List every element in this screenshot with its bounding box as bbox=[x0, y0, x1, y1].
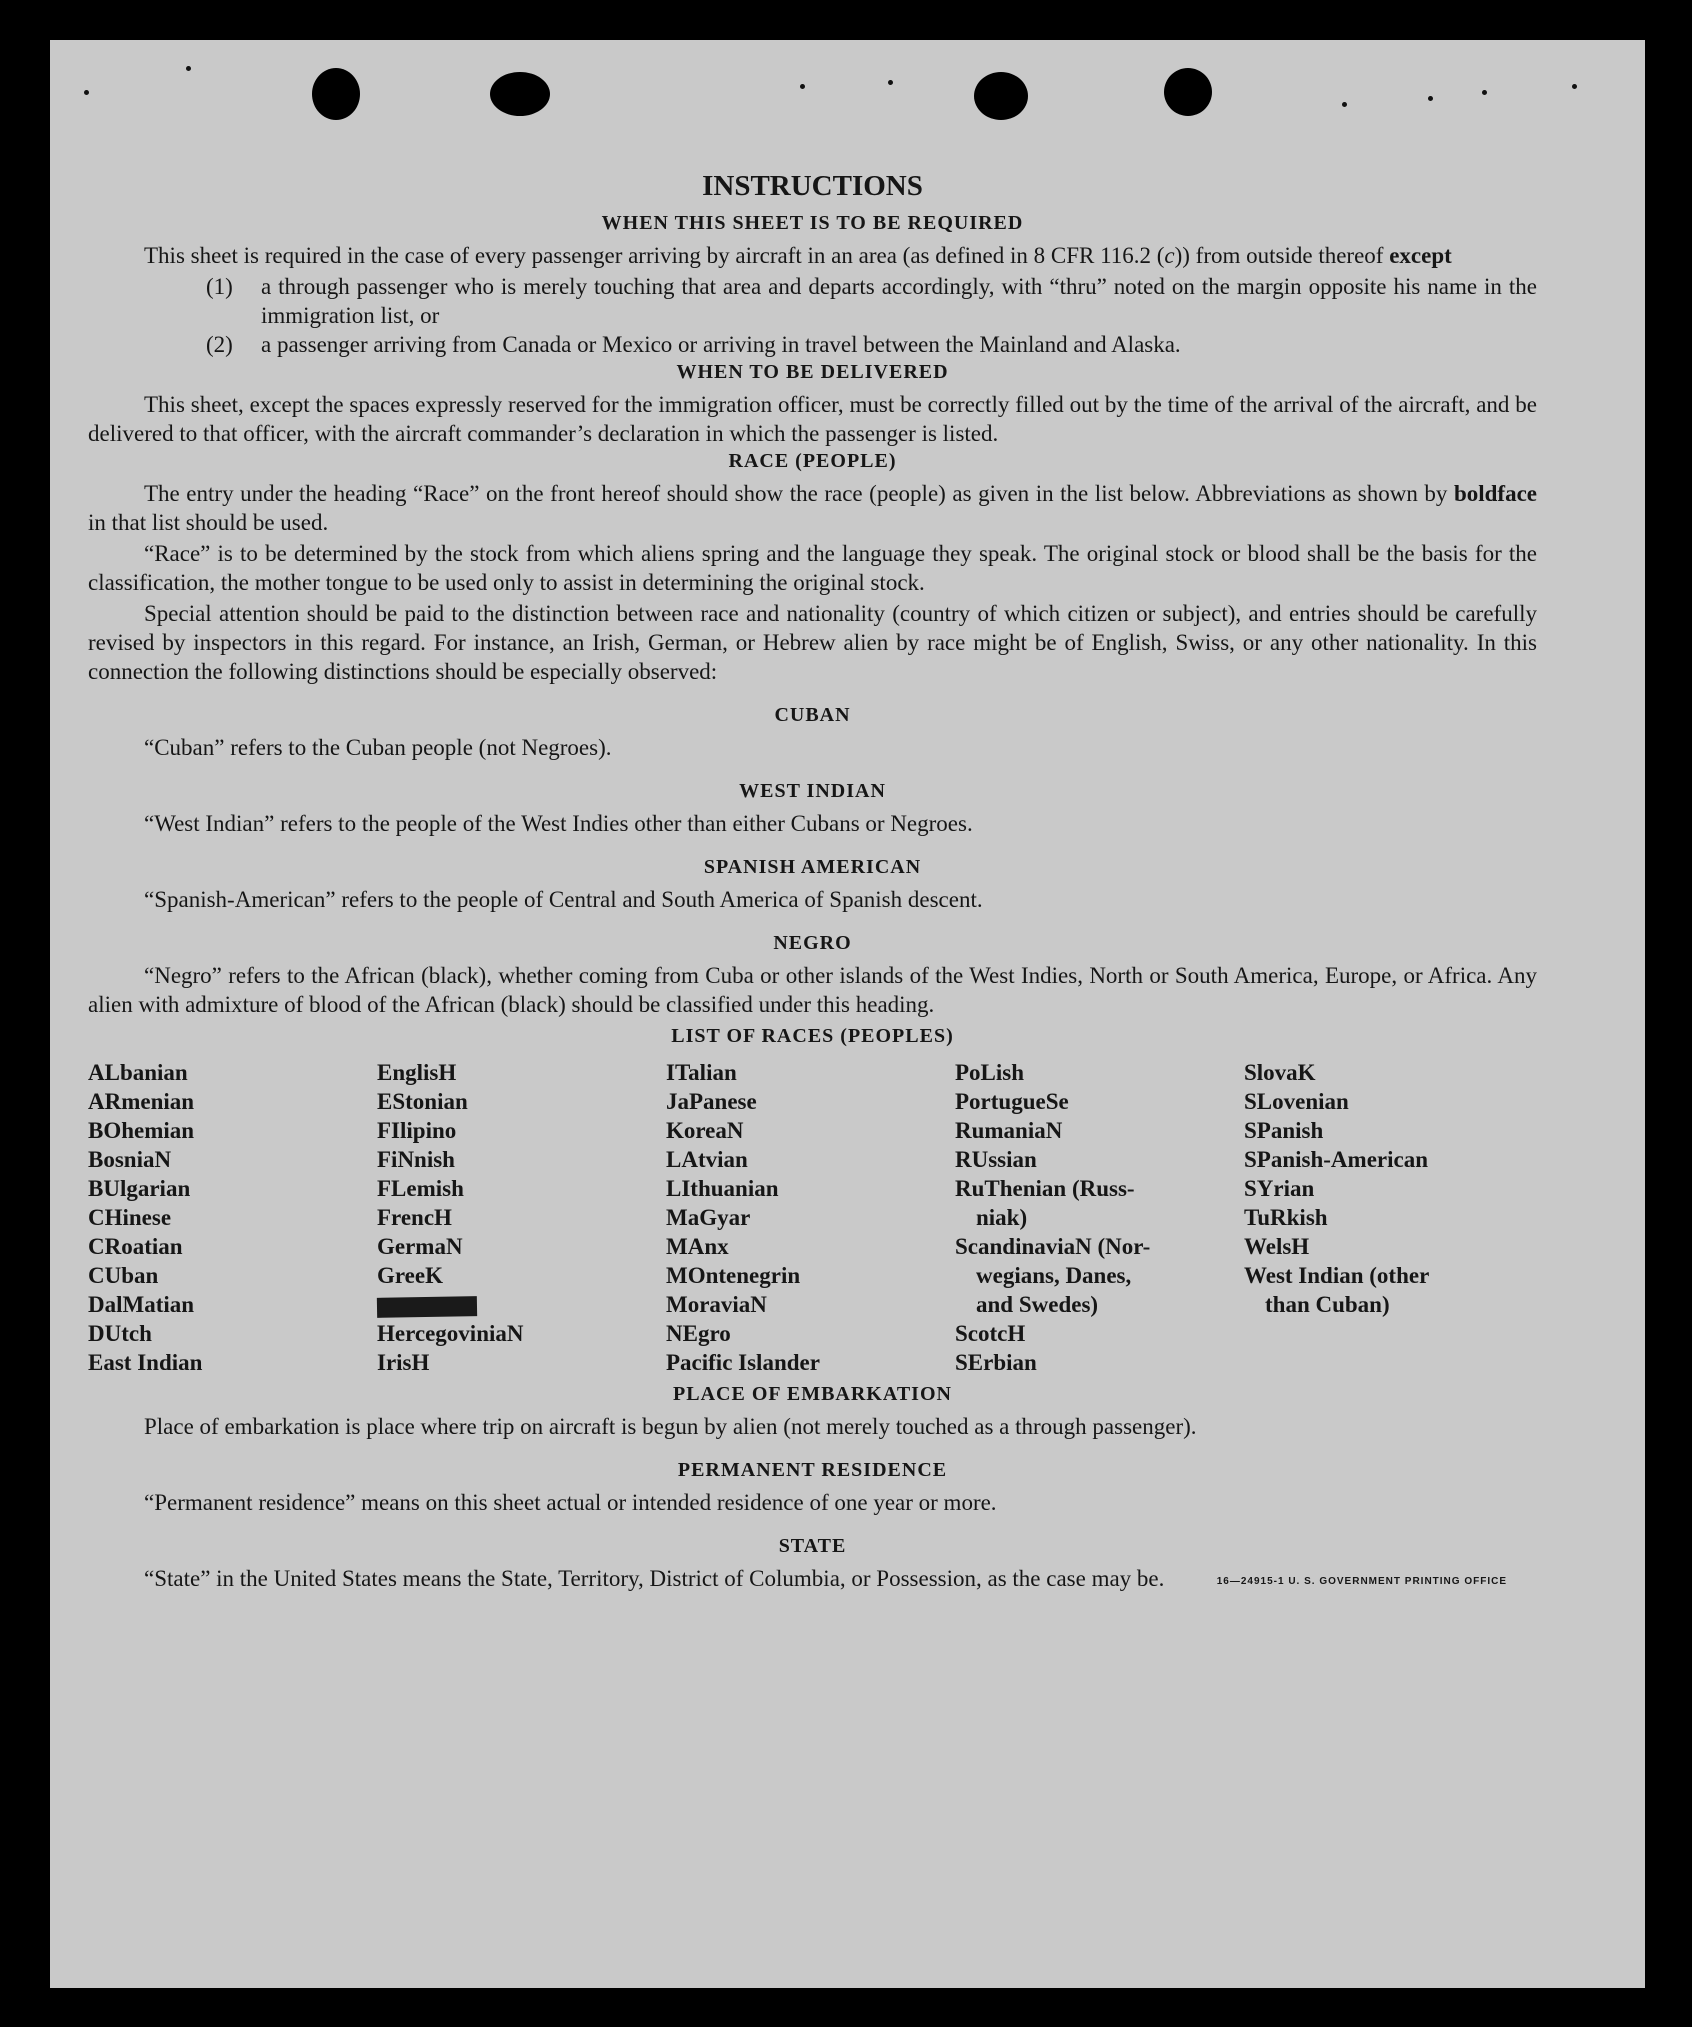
race-entry: KoreaN bbox=[666, 1118, 744, 1143]
race-entry: ITalian bbox=[666, 1060, 737, 1085]
race-entry: HercegoviniaN bbox=[377, 1321, 524, 1346]
punch-hole bbox=[1164, 68, 1212, 116]
speck bbox=[888, 80, 893, 85]
race-entry: wegians, Danes, bbox=[976, 1263, 1132, 1288]
race-entry: ALbanian bbox=[88, 1060, 188, 1085]
permanent-residence-text: “Permanent residence” means on this sheet actual or intended residence of one year or more. bbox=[144, 1490, 997, 1515]
race-entry: Pacific Islander bbox=[666, 1350, 820, 1375]
race-entry: FiNnish bbox=[377, 1147, 455, 1172]
spanish-american-text: “Spanish-American” refers to the people of Central and South America of Spanish descent. bbox=[144, 887, 983, 912]
heading-permanent-residence: PERMANENT RESIDENCE bbox=[677, 1459, 948, 1481]
race-entry: FIlipino bbox=[377, 1118, 457, 1143]
heading-cuban: CUBAN bbox=[774, 704, 851, 726]
race-entry: SLovenian bbox=[1244, 1089, 1349, 1114]
race-entry: LAtvian bbox=[666, 1147, 748, 1172]
race-entry: SlovaK bbox=[1244, 1060, 1316, 1085]
race-entry: niak) bbox=[976, 1205, 1028, 1230]
races-column bbox=[1244, 1058, 1533, 1377]
speck bbox=[800, 84, 805, 89]
when-delivered-text: This sheet, except the spaces expressly reserved for the immigration officer, must be correctly filled out by the time of the arrival of the aircraft, and be delivered to that officer, with the aircraft commander’s declaration in which the passenger is listed. bbox=[88, 392, 1537, 446]
exception-item: (1) a through passenger who is merely touching that area and departs accordingly, with “thru” noted on the margin opposite his name in the immigration list, or bbox=[206, 274, 1537, 328]
race-entry: JaPanese bbox=[666, 1089, 757, 1114]
races-table bbox=[88, 1058, 1537, 1377]
heading-negro: NEGRO bbox=[773, 932, 852, 954]
race-entry: BOhemian bbox=[88, 1118, 195, 1143]
negro-text: “Negro” refers to the African (black), whether coming from Cuba or other islands of the West Indies, North or South America, Europe, or Africa. Any alien with admixture of blood of the African (black) should be classified under this heading. bbox=[88, 963, 1537, 1017]
heading-place-of-embarkation: PLACE OF EMBARKATION bbox=[673, 1383, 952, 1405]
heading-state: STATE bbox=[778, 1535, 847, 1557]
redaction-mark bbox=[377, 1296, 477, 1318]
printer-imprint: 16—24915-1 U. S. GOVERNMENT PRINTING OFFICE bbox=[1216, 1576, 1507, 1587]
race-entry: LIthuanian bbox=[666, 1176, 779, 1201]
exception-item: (2) a passenger arriving from Canada or Mexico or arriving in travel between the Mainland and Alaska. bbox=[206, 332, 1181, 357]
race-entry: SPanish bbox=[1244, 1118, 1324, 1143]
race-entry: SPanish-American bbox=[1244, 1147, 1428, 1172]
west-indian-text: “West Indian” refers to the people of the West Indies other than either Cubans or Negroes. bbox=[144, 811, 973, 836]
race-entry: SYrian bbox=[1244, 1176, 1315, 1201]
race-entry: MAnx bbox=[666, 1234, 729, 1259]
race-entry: ScotcH bbox=[955, 1321, 1026, 1346]
speck bbox=[84, 90, 89, 95]
speck bbox=[1482, 90, 1487, 95]
race-entry: EnglisH bbox=[377, 1060, 457, 1085]
race-entry: BUlgarian bbox=[88, 1176, 191, 1201]
race-entry: DUtch bbox=[88, 1321, 152, 1346]
races-column bbox=[88, 1058, 377, 1377]
heading-when-delivered: WHEN TO BE DELIVERED bbox=[676, 361, 949, 383]
when-required-intro: This sheet is required in the case of every passenger arriving by aircraft in an area (as defined in 8 CFR 116.2 (c)) from outside thereof except bbox=[144, 243, 1452, 268]
race-entry: CUban bbox=[88, 1263, 159, 1288]
race-entry: BosniaN bbox=[88, 1147, 172, 1172]
race-entry: West Indian (other bbox=[1244, 1263, 1430, 1288]
race-entry: IrisH bbox=[377, 1350, 430, 1375]
races-column bbox=[955, 1058, 1244, 1377]
race-entry: ScandinaviaN (Nor- bbox=[955, 1234, 1151, 1259]
race-entry: PortugueSe bbox=[955, 1089, 1069, 1114]
instructions-content bbox=[88, 170, 1537, 1589]
race-entry: MOntenegrin bbox=[666, 1263, 801, 1288]
punch-hole bbox=[312, 68, 360, 120]
heading-race: RACE (PEOPLE) bbox=[728, 450, 897, 472]
race-entry: SErbian bbox=[955, 1350, 1037, 1375]
race-entry: MoraviaN bbox=[666, 1292, 767, 1317]
heading-when-required: WHEN THIS SHEET IS TO BE REQUIRED bbox=[601, 212, 1024, 234]
punch-hole bbox=[490, 72, 550, 116]
race-entry: GreeK bbox=[377, 1263, 443, 1288]
speck bbox=[1572, 84, 1577, 89]
race-entry: RUssian bbox=[955, 1147, 1037, 1172]
race-entry: than Cuban) bbox=[1265, 1292, 1390, 1317]
page-title: INSTRUCTIONS bbox=[702, 170, 923, 202]
race-entry: RuThenian (Russ- bbox=[955, 1176, 1135, 1201]
race-paragraph-1: The entry under the heading “Race” on the front hereof should show the race (people) as given in the list below. Abbreviations as shown by boldface in that list should be used. bbox=[88, 481, 1537, 535]
race-entry: DalMatian bbox=[88, 1292, 195, 1317]
race-entry: FLemish bbox=[377, 1176, 464, 1201]
race-entry-redacted bbox=[377, 1290, 666, 1319]
heading-west-indian: WEST INDIAN bbox=[739, 780, 886, 802]
race-entry: RumaniaN bbox=[955, 1118, 1063, 1143]
race-entry: GermaN bbox=[377, 1234, 463, 1259]
race-entry: and Swedes) bbox=[976, 1292, 1099, 1317]
race-entry: CRoatian bbox=[88, 1234, 183, 1259]
race-entry: PoLish bbox=[955, 1060, 1025, 1085]
exceptions-list bbox=[206, 272, 1537, 359]
place-of-embarkation-text: Place of embarkation is place where trip on aircraft is begun by alien (not merely touched as a through passenger). bbox=[144, 1414, 1197, 1439]
document-sheet bbox=[50, 40, 1645, 1988]
race-entry: NEgro bbox=[666, 1321, 731, 1346]
cuban-text: “Cuban” refers to the Cuban people (not Negroes). bbox=[144, 735, 612, 760]
race-paragraph-3: Special attention should be paid to the distinction between race and nationality (country of which citizen or subject), and entries should be carefully revised by inspectors in this regard. For instance, an Irish, German, or Hebrew alien by race might be of English, Swiss, or any other nationality. In this connection the following distinctions should be especially observed: bbox=[88, 601, 1537, 684]
race-entry: ARmenian bbox=[88, 1089, 195, 1114]
race-entry: TuRkish bbox=[1244, 1205, 1328, 1230]
speck bbox=[186, 66, 191, 71]
race-entry: EStonian bbox=[377, 1089, 468, 1114]
races-column bbox=[377, 1058, 666, 1377]
race-entry: WelsH bbox=[1244, 1234, 1310, 1259]
speck bbox=[1342, 102, 1347, 107]
race-entry: FrencH bbox=[377, 1205, 452, 1230]
heading-list-of-races: LIST OF RACES (PEOPLES) bbox=[671, 1025, 954, 1047]
race-entry: MaGyar bbox=[666, 1205, 751, 1230]
punch-hole bbox=[974, 72, 1028, 120]
state-text: “State” in the United States means the State, Territory, District of Columbia, or Possession, as the case may be. bbox=[144, 1566, 1165, 1591]
speck bbox=[1428, 96, 1433, 101]
race-paragraph-2: “Race” is to be determined by the stock from which aliens spring and the language they speak. The original stock or blood shall be the basis for the classification, the mother tongue to be used only to assist in determining the original stock. bbox=[88, 541, 1537, 595]
race-entry: CHinese bbox=[88, 1205, 172, 1230]
race-entry: East Indian bbox=[88, 1350, 203, 1375]
heading-spanish-american: SPANISH AMERICAN bbox=[703, 856, 922, 878]
races-column bbox=[666, 1058, 955, 1377]
